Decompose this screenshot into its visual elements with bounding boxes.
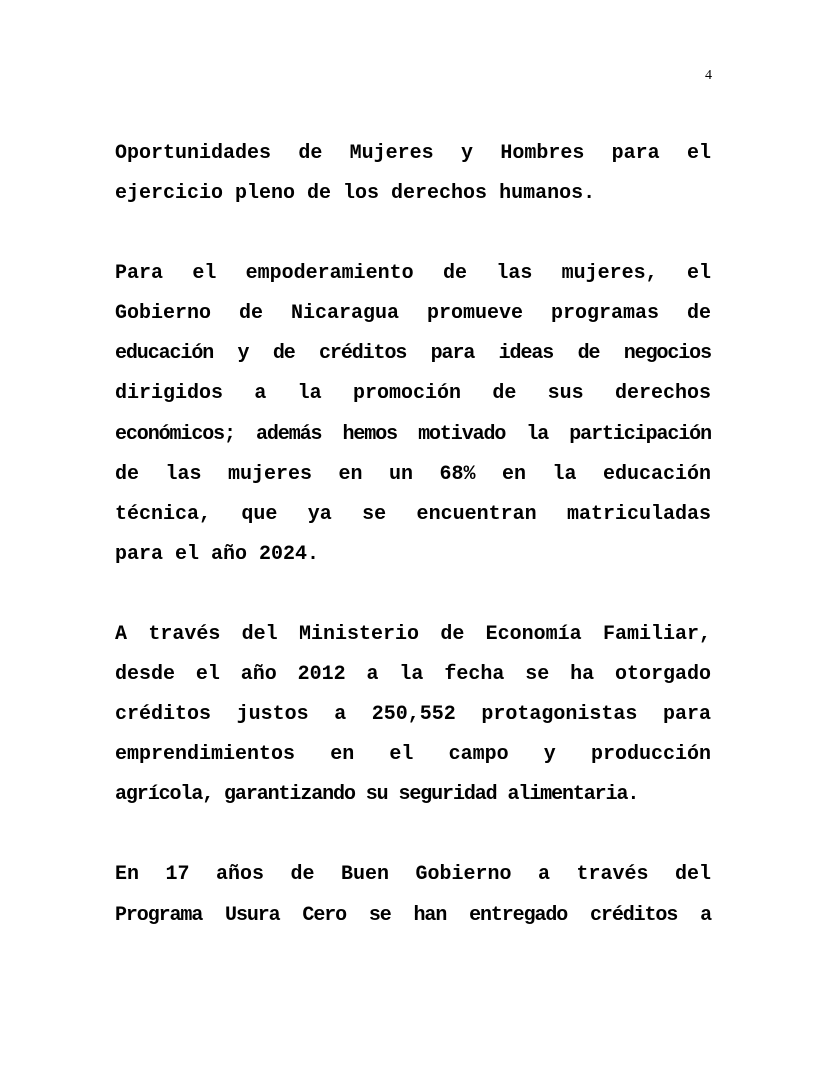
paragraph-3 [115, 615, 711, 815]
text-line: educación y de créditos para ideas de negocios [115, 342, 711, 366]
text-line: emprendimientos en el campo y producción [115, 743, 711, 767]
text-line: Programa Usura Cero se han entregado créditos a [115, 903, 711, 927]
paragraph-4 [115, 855, 711, 935]
text-line: créditos justos a 250,552 protagonistas para [115, 703, 711, 727]
text-line: económicos; además hemos motivado la participación [115, 422, 711, 446]
text-line: técnica, que ya se encuentran matriculadas [115, 502, 711, 526]
page-number: 4 [705, 68, 712, 83]
text-line: para el año 2024. [115, 542, 320, 566]
text-line: Para el empoderamiento de las mujeres, el [115, 262, 711, 286]
text-line: de las mujeres en un 68% en la educación [115, 462, 711, 486]
document-body [115, 134, 711, 976]
text-line: En 17 años de Buen Gobierno a través del [115, 863, 711, 887]
text-line: A través del Ministerio de Economía Familiar, [115, 622, 711, 646]
text-line: agrícola, garantizando su seguridad alimentaria. [115, 783, 639, 807]
text-line: ejercicio pleno de los derechos humanos. [115, 182, 596, 206]
paragraph-1 [115, 134, 711, 214]
paragraph-2 [115, 254, 711, 575]
text-line: dirigidos a la promoción de sus derechos [115, 382, 711, 406]
text-line: Oportunidades de Mujeres y Hombres para el [115, 142, 711, 165]
text-line: Gobierno de Nicaragua promueve programas de [115, 302, 711, 326]
text-line: desde el año 2012 a la fecha se ha otorgado [115, 663, 711, 687]
